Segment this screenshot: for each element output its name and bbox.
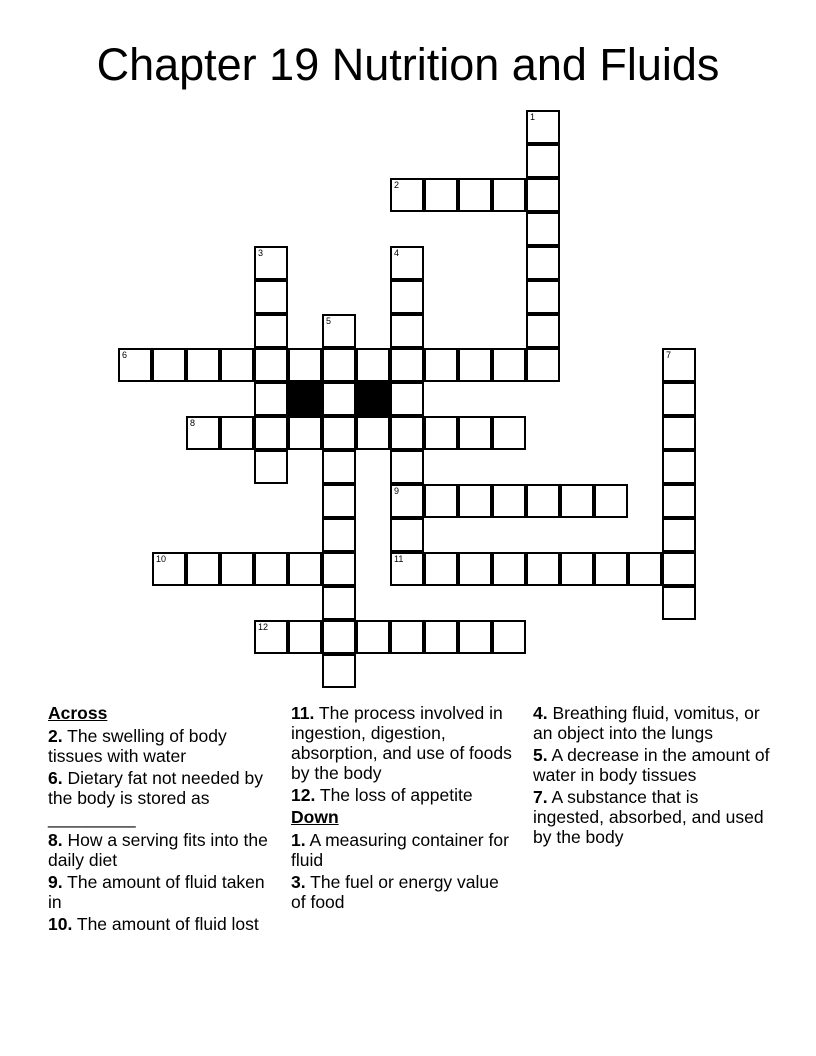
- crossword-cell[interactable]: [322, 450, 356, 484]
- crossword-cell[interactable]: [322, 552, 356, 586]
- across-heading: Across: [48, 703, 108, 723]
- cell-number: 6: [122, 350, 128, 360]
- crossword-cell[interactable]: [662, 518, 696, 552]
- clue-number: 4.: [533, 703, 548, 723]
- cell-number: 7: [666, 350, 672, 360]
- crossword-cell[interactable]: [390, 518, 424, 552]
- cell-number: 11: [394, 554, 404, 564]
- crossword-cell[interactable]: [662, 450, 696, 484]
- crossword-cell[interactable]: [662, 484, 696, 518]
- crossword-cell[interactable]: [492, 620, 526, 654]
- clue-text: Dietary fat not needed by the body is stored as _________: [48, 768, 264, 828]
- across-clue-2: [48, 726, 270, 766]
- crossword-cell[interactable]: [560, 484, 594, 518]
- crossword-cell[interactable]: [254, 552, 288, 586]
- crossword-cell[interactable]: [424, 348, 458, 382]
- across-clue-8: [48, 830, 270, 870]
- clue-text: A decrease in the amount of water in body tissues: [533, 745, 770, 785]
- clue-number: 7.: [533, 787, 548, 807]
- crossword-cell[interactable]: [662, 552, 696, 586]
- crossword-cell[interactable]: [186, 552, 220, 586]
- across-clue-11: [291, 703, 516, 783]
- clue-number: 1.: [291, 830, 306, 850]
- crossword-cell[interactable]: [322, 518, 356, 552]
- crossword-cell[interactable]: [390, 348, 424, 382]
- crossword-cell[interactable]: [356, 416, 390, 450]
- crossword-cell[interactable]: [390, 484, 424, 518]
- crossword-cell[interactable]: [152, 552, 186, 586]
- crossword-cell[interactable]: [526, 314, 560, 348]
- cell-number: 3: [258, 248, 264, 258]
- cell-number: 5: [326, 316, 332, 326]
- across-clue-6: [48, 768, 270, 828]
- crossword-cell[interactable]: [220, 348, 254, 382]
- down-clue-5: [533, 745, 773, 785]
- clue-number: 3.: [291, 872, 306, 892]
- crossword-cell[interactable]: [322, 416, 356, 450]
- across-clue-10: [48, 914, 270, 934]
- clue-text: The swelling of body tissues with water: [48, 726, 227, 766]
- crossword-cell[interactable]: [526, 348, 560, 382]
- clues-column-1: [48, 703, 270, 936]
- crossword-cell[interactable]: [628, 552, 662, 586]
- cell-number: 1: [530, 112, 536, 122]
- clue-text: Breathing fluid, vomitus, or an object into the lungs: [533, 703, 760, 743]
- crossword-cell[interactable]: [118, 348, 152, 382]
- crossword-cell[interactable]: [390, 450, 424, 484]
- crossword-cell[interactable]: [458, 552, 492, 586]
- clue-text: The amount of fluid lost: [72, 914, 259, 934]
- crossword-cell[interactable]: [390, 178, 424, 212]
- crossword-cell[interactable]: [594, 552, 628, 586]
- clue-text: The amount of fluid taken in: [48, 872, 265, 912]
- crossword-block-cell: [288, 382, 322, 416]
- crossword-cell[interactable]: [526, 484, 560, 518]
- cell-number: 9: [394, 486, 400, 496]
- clue-number: 2.: [48, 726, 63, 746]
- crossword-cell[interactable]: [492, 416, 526, 450]
- clue-number: 10.: [48, 914, 73, 934]
- crossword-cell[interactable]: [424, 620, 458, 654]
- crossword-cell[interactable]: [288, 416, 322, 450]
- down-heading: Down: [291, 807, 339, 827]
- across-clue-12: [291, 785, 516, 805]
- crossword-cell[interactable]: [662, 382, 696, 416]
- crossword-cell[interactable]: [492, 552, 526, 586]
- clue-text: The loss of appetite: [315, 785, 473, 805]
- clue-number: 12.: [291, 785, 316, 805]
- clue-text: A measuring container for fluid: [291, 830, 509, 870]
- clue-number: 5.: [533, 745, 548, 765]
- crossword-cell[interactable]: [322, 348, 356, 382]
- crossword-cell[interactable]: [526, 246, 560, 280]
- crossword-cell[interactable]: [186, 348, 220, 382]
- crossword-cell[interactable]: [458, 178, 492, 212]
- crossword-block-cell: [356, 382, 390, 416]
- crossword-cell[interactable]: [322, 654, 356, 688]
- crossword-cell[interactable]: [220, 416, 254, 450]
- crossword-cell[interactable]: [322, 382, 356, 416]
- crossword-cell[interactable]: [662, 348, 696, 382]
- crossword-cell[interactable]: [560, 552, 594, 586]
- crossword-cell[interactable]: [492, 348, 526, 382]
- crossword-cell[interactable]: [254, 246, 288, 280]
- crossword-cell[interactable]: [526, 552, 560, 586]
- clues-column-3: [533, 703, 773, 849]
- crossword-cell[interactable]: [594, 484, 628, 518]
- crossword-cell[interactable]: [288, 620, 322, 654]
- crossword-cell[interactable]: [288, 348, 322, 382]
- cell-number: 12: [258, 622, 269, 632]
- cell-number: 8: [190, 418, 196, 428]
- crossword-cell[interactable]: [254, 314, 288, 348]
- crossword-cell[interactable]: [458, 620, 492, 654]
- clue-text: A substance that is ingested, absorbed, and used by the body: [533, 787, 764, 847]
- crossword-cell[interactable]: [458, 348, 492, 382]
- crossword-cell[interactable]: [526, 280, 560, 314]
- crossword-cell[interactable]: [492, 484, 526, 518]
- crossword-cell[interactable]: [526, 144, 560, 178]
- crossword-cell[interactable]: [390, 552, 424, 586]
- crossword-cell[interactable]: [662, 416, 696, 450]
- crossword-cell[interactable]: [254, 450, 288, 484]
- crossword-cell[interactable]: [186, 416, 220, 450]
- clue-text: The process involved in ingestion, digestion, absorption, and use of foods by the body: [291, 703, 512, 783]
- clue-number: 8.: [48, 830, 63, 850]
- crossword-cell[interactable]: [152, 348, 186, 382]
- clue-number: 9.: [48, 872, 63, 892]
- crossword-cell[interactable]: [390, 620, 424, 654]
- crossword-cell[interactable]: [322, 314, 356, 348]
- crossword-cell[interactable]: [220, 552, 254, 586]
- crossword-cell[interactable]: [322, 484, 356, 518]
- crossword-cell[interactable]: [424, 552, 458, 586]
- crossword-cell[interactable]: [390, 314, 424, 348]
- clues-column-2: [291, 703, 516, 914]
- crossword-cell[interactable]: [254, 620, 288, 654]
- cell-number: 2: [394, 180, 400, 190]
- clue-text: The fuel or energy value of food: [291, 872, 499, 912]
- crossword-cell[interactable]: [662, 586, 696, 620]
- cell-number: 10: [156, 554, 167, 564]
- across-clue-9: [48, 872, 270, 912]
- crossword-cell[interactable]: [526, 212, 560, 246]
- clue-text: How a serving fits into the daily diet: [48, 830, 268, 870]
- crossword-cell[interactable]: [356, 620, 390, 654]
- crossword-cell[interactable]: [322, 620, 356, 654]
- down-clue-1: [291, 830, 516, 870]
- crossword-cell[interactable]: [322, 586, 356, 620]
- crossword-cell[interactable]: [288, 552, 322, 586]
- crossword-cell[interactable]: [254, 416, 288, 450]
- crossword-cell[interactable]: [526, 178, 560, 212]
- down-clue-4: [533, 703, 773, 743]
- crossword-cell[interactable]: [492, 178, 526, 212]
- crossword-cell[interactable]: [254, 348, 288, 382]
- down-clue-7: [533, 787, 773, 847]
- crossword-cell[interactable]: [390, 246, 424, 280]
- crossword-cell[interactable]: [424, 416, 458, 450]
- clue-number: 11.: [291, 703, 315, 723]
- crossword-cell[interactable]: [390, 416, 424, 450]
- crossword-cell[interactable]: [254, 382, 288, 416]
- cell-number: 4: [394, 248, 400, 258]
- crossword-cell[interactable]: [254, 280, 288, 314]
- crossword-cell[interactable]: [390, 280, 424, 314]
- crossword-cell[interactable]: [458, 416, 492, 450]
- crossword-cell[interactable]: [390, 382, 424, 416]
- crossword-cell[interactable]: [356, 348, 390, 382]
- clue-number: 6.: [48, 768, 63, 788]
- crossword-cell[interactable]: [458, 484, 492, 518]
- crossword-cell[interactable]: [424, 178, 458, 212]
- crossword-cell[interactable]: [526, 110, 560, 144]
- crossword-cell[interactable]: [424, 484, 458, 518]
- down-clue-3: [291, 872, 516, 912]
- page-title: Chapter 19 Nutrition and Fluids: [96, 39, 720, 90]
